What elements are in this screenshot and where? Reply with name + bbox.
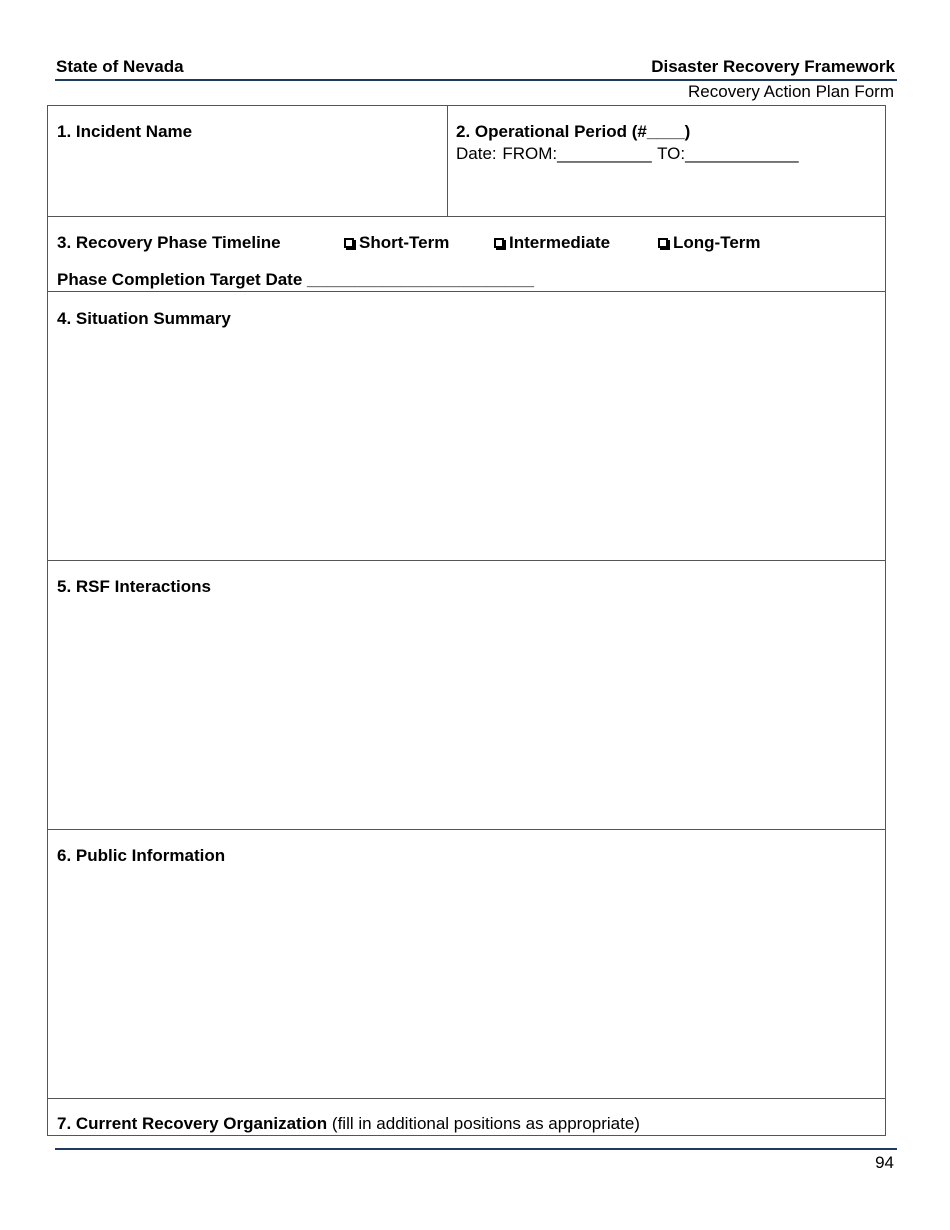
- rsf-interactions-cell[interactable]: [47, 560, 886, 830]
- incident-name-cell[interactable]: [47, 105, 448, 217]
- option-short-term-label: Short-Term: [359, 233, 450, 252]
- incident-name-label: 1. Incident Name: [57, 122, 193, 141]
- header-state: State of Nevada: [56, 57, 184, 76]
- situation-summary-cell[interactable]: [47, 291, 886, 561]
- operational-period-label: 2. Operational Period (#____): [456, 122, 691, 141]
- rsf-interactions-label: 5. RSF Interactions: [57, 577, 211, 596]
- recovery-phase-cell: [47, 216, 886, 292]
- form-subtitle: Recovery Action Plan Form: [688, 82, 894, 101]
- public-information-label: 6. Public Information: [57, 846, 226, 865]
- current-organization-label: 7. Current Recovery Organization: [57, 1114, 328, 1133]
- situation-summary-label: 4. Situation Summary: [57, 309, 231, 328]
- option-long-term[interactable]: [658, 233, 761, 253]
- page-number: 94: [875, 1153, 894, 1172]
- checkbox-icon[interactable]: [658, 238, 668, 248]
- option-intermediate[interactable]: [494, 233, 610, 253]
- current-organization-note: (fill in additional positions as appropriate): [327, 1114, 640, 1133]
- checkbox-icon[interactable]: [494, 238, 504, 248]
- checkbox-icon[interactable]: [344, 238, 354, 248]
- footer-rule: [55, 1148, 897, 1150]
- option-short-term[interactable]: [344, 233, 449, 253]
- header-title: Disaster Recovery Framework: [651, 57, 895, 76]
- phase-timeline-label: 3. Recovery Phase Timeline: [57, 233, 281, 252]
- option-intermediate-label: Intermediate: [509, 233, 611, 252]
- completion-target-date[interactable]: Phase Completion Target Date ________________________: [57, 270, 534, 289]
- current-organization-cell[interactable]: [47, 1098, 886, 1136]
- date-range-line: Date: FROM:__________ TO:____________: [456, 144, 799, 163]
- header-rule: [55, 79, 897, 81]
- current-organization-header: [57, 1114, 640, 1134]
- option-long-term-label: Long-Term: [673, 233, 761, 252]
- public-information-cell[interactable]: [47, 829, 886, 1099]
- operational-period-cell[interactable]: [447, 105, 886, 217]
